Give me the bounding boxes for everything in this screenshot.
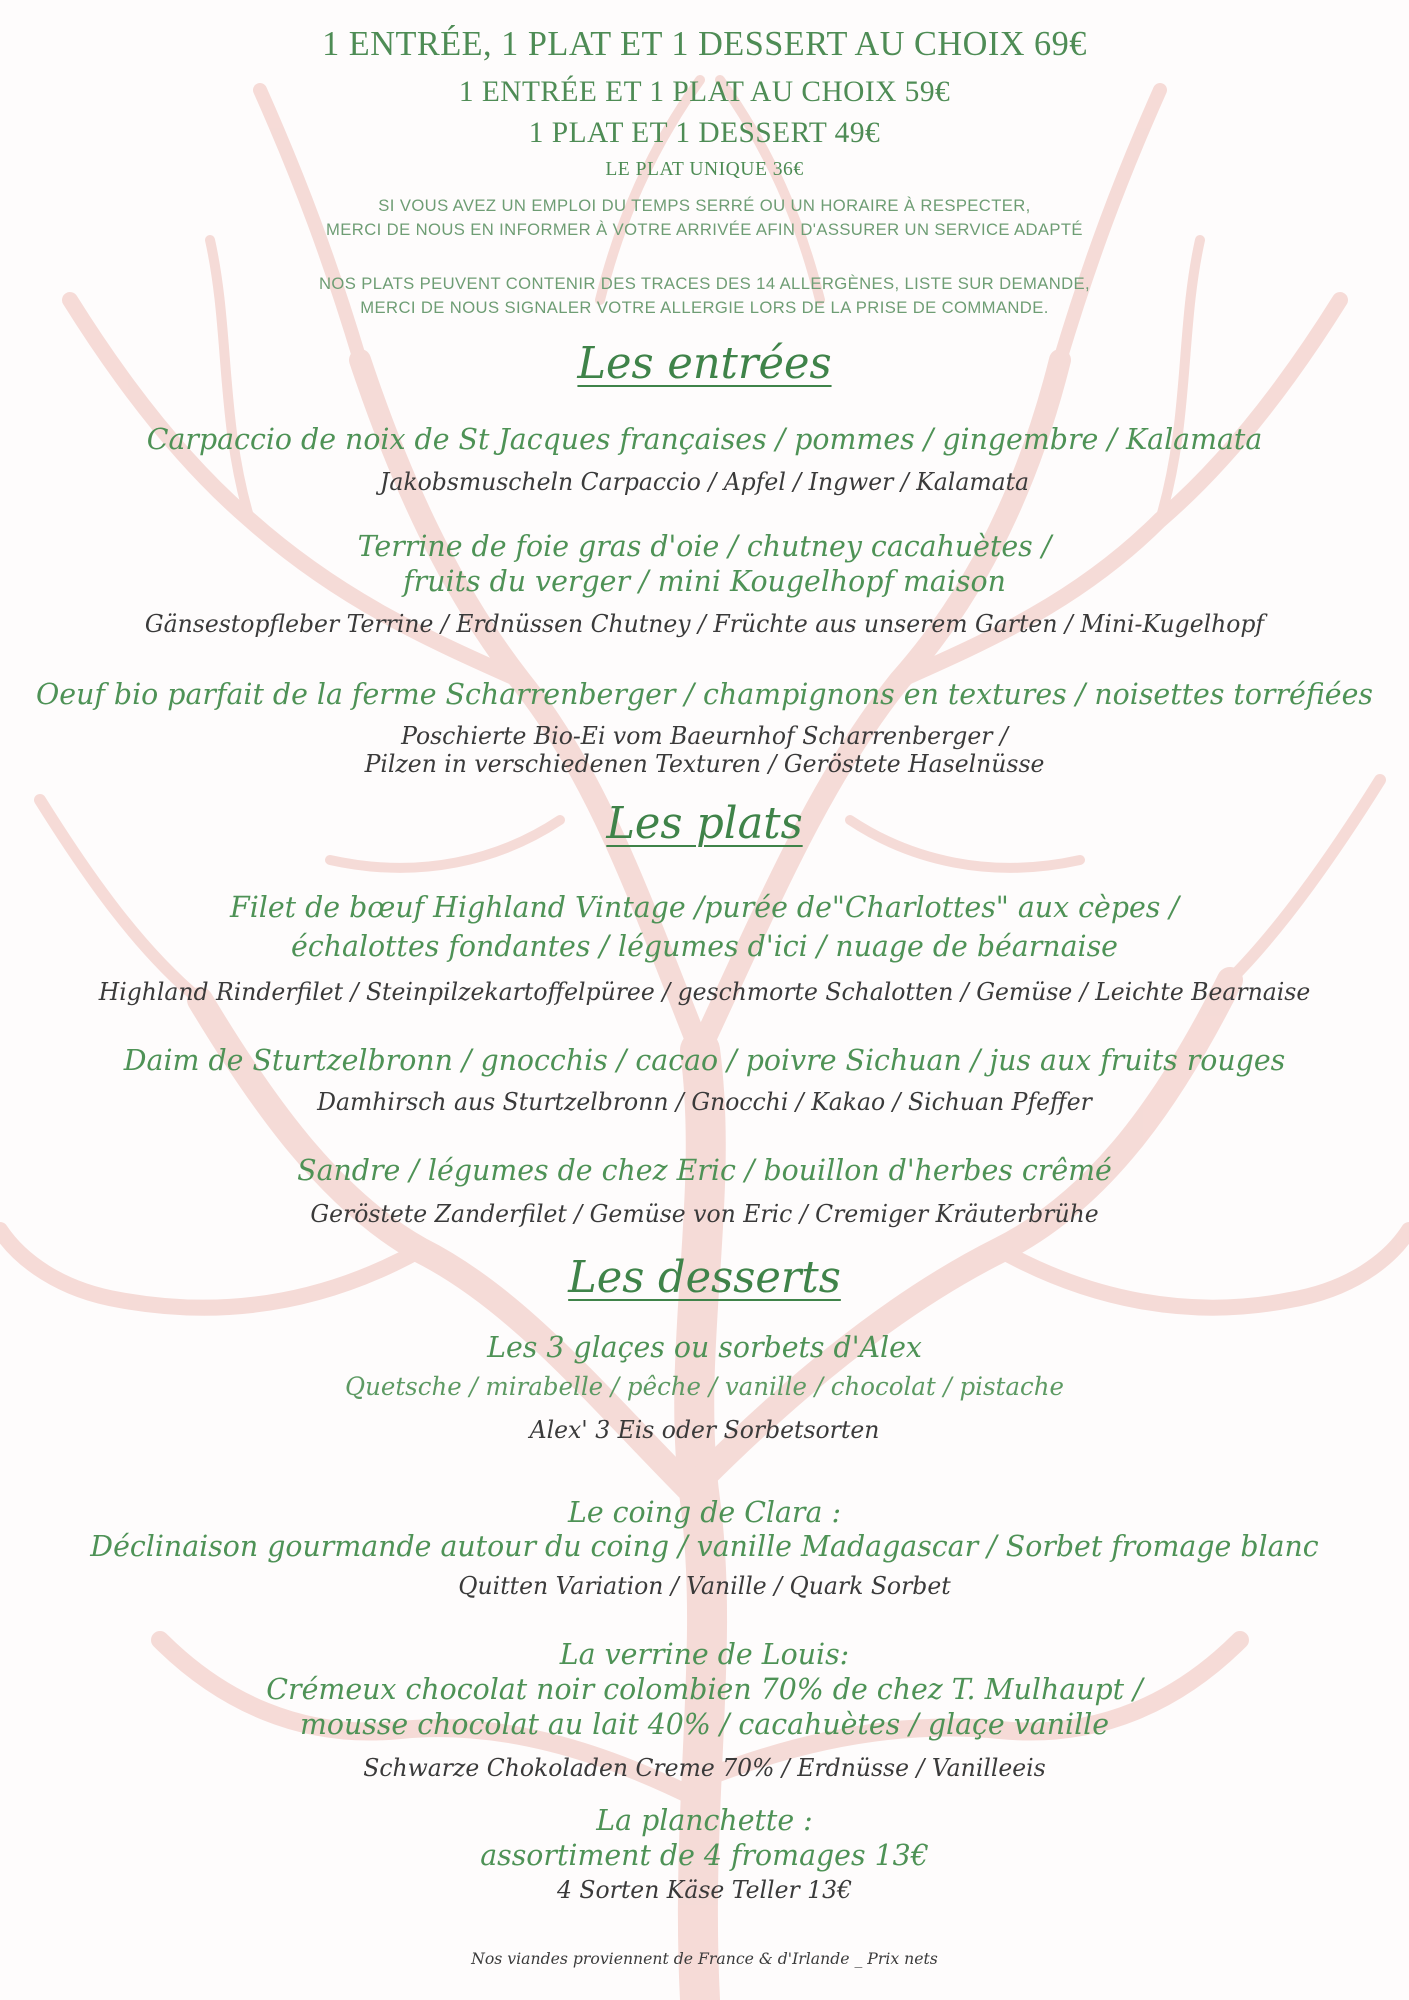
dessert-3-german: Schwarze Chokoladen Creme 70% / Erdnüsse / Vanilleeis: [363, 1754, 1046, 1782]
dessert-2-german: Quitten Variation / Vanille / Quark Sorbet: [458, 1572, 951, 1600]
notice-allergens-1: NOS PLATS PEUVENT CONTENIR DES TRACES DES 14 ALLERGÈNES, LISTE SUR DEMANDE,: [318, 274, 1091, 293]
dessert-1-french: Les 3 glaçes ou sorbets d'Alex: [487, 1330, 922, 1364]
plat-3-german: Geröstete Zanderfilet / Gemüse von Eric / Cremiger Kräuterbrühe: [310, 1200, 1099, 1228]
plat-1-french-line-2: échalottes fondantes / légumes d'ici / nuage de béarnaise: [291, 929, 1118, 963]
footer-note: Nos viandes proviennent de France & d'Irlande _ Prix nets: [471, 1949, 938, 1968]
dessert-2-french-line-1: Le coing de Clara :: [567, 1495, 842, 1529]
price-formula-entree-plat: 1 ENTRÉE ET 1 PLAT AU CHOIX 59€: [458, 75, 951, 108]
notice-schedule-1: SI VOUS AVEZ UN EMPLOI DU TEMPS SERRÉ OU UN HORAIRE À RESPECTER,: [378, 196, 1031, 215]
price-formula-plat-dessert: 1 PLAT ET 1 DESSERT 49€: [528, 116, 881, 149]
entree-2-german: Gänsestopfleber Terrine / Erdnüssen Chutney / Früchte aus unserem Garten / Mini-Kugelhopf: [144, 610, 1265, 638]
section-title-plats: Les plats: [606, 798, 803, 849]
section-title-desserts: Les desserts: [568, 1252, 841, 1303]
entree-1-german: Jakobsmuscheln Carpaccio / Apfel / Ingwer / Kalamata: [379, 468, 1030, 496]
dessert-4-french-line-1: La planchette :: [596, 1803, 813, 1837]
dessert-3-french-line-2: Crémeux chocolat noir colombien 70% de chez T. Mulhaupt /: [266, 1672, 1143, 1706]
dessert-1-german: Alex' 3 Eis oder Sorbetsorten: [529, 1416, 880, 1444]
dessert-3-french-line-3: mousse chocolat au lait 40% / cacahuètes / glaçe vanille: [299, 1707, 1110, 1741]
dessert-4-french-line-2: assortiment de 4 fromages 13€: [480, 1838, 929, 1872]
dessert-2-french-line-2: Déclinaison gourmande autour du coing / vanille Madagascar / Sorbet fromage blanc: [90, 1529, 1319, 1563]
dessert-4-german: 4 Sorten Käse Teller 13€: [556, 1876, 853, 1904]
entree-3-german-line-2: Pilzen in verschiedenen Texturen / Geröstete Haselnüsse: [364, 750, 1045, 778]
price-formula-full: 1 ENTRÉE, 1 PLAT ET 1 DESSERT AU CHOIX 69€: [322, 24, 1087, 63]
entree-3-french: Oeuf bio parfait de la ferme Scharrenberger / champignons en textures / noisettes torréfiées: [36, 677, 1373, 711]
notice-allergens-2: MERCI DE NOUS SIGNALER VOTRE ALLERGIE LORS DE LA PRISE DE COMMANDE.: [360, 298, 1049, 317]
dessert-3-french-line-1: La verrine de Louis:: [559, 1637, 850, 1671]
price-plat-unique: LE PLAT UNIQUE 36€: [605, 158, 804, 180]
entree-2-french-line-2: fruits du verger / mini Kougelhopf maison: [403, 564, 1006, 598]
entree-2-french-line-1: Terrine de foie gras d'oie / chutney cacahuètes /: [357, 529, 1052, 563]
notice-schedule-2: MERCI DE NOUS EN INFORMER À VOTRE ARRIVÉE AFIN D'ASSURER UN SERVICE ADAPTÉ: [326, 220, 1083, 239]
entree-3-german-line-1: Poschierte Bio-Ei vom Baeurnhof Scharrenberger /: [401, 722, 1008, 750]
section-title-entrees: Les entrées: [577, 338, 832, 389]
dessert-1-flavours: Quetsche / mirabelle / pêche / vanille / chocolat / pistache: [345, 1372, 1064, 1401]
plat-1-french-line-1: Filet de bœuf Highland Vintage /purée de"Charlottes" aux cèpes /: [230, 890, 1179, 924]
plat-1-german: Highland Rinderfilet / Steinpilzekartoffelpüree / geschmorte Schalotten / Gemüse / Leichte Bearnaise: [98, 978, 1311, 1006]
entree-1-french: Carpaccio de noix de St Jacques françaises / pommes / gingembre / Kalamata: [146, 422, 1263, 456]
plat-2-german: Damhirsch aus Sturtzelbronn / Gnocchi / Kakao / Sichuan Pfeffer: [317, 1088, 1092, 1116]
plat-3-french: Sandre / légumes de chez Eric / bouillon d'herbes crêmé: [297, 1153, 1112, 1187]
plat-2-french: Daim de Sturtzelbronn / gnocchis / cacao / poivre Sichuan / jus aux fruits rouges: [123, 1043, 1286, 1077]
